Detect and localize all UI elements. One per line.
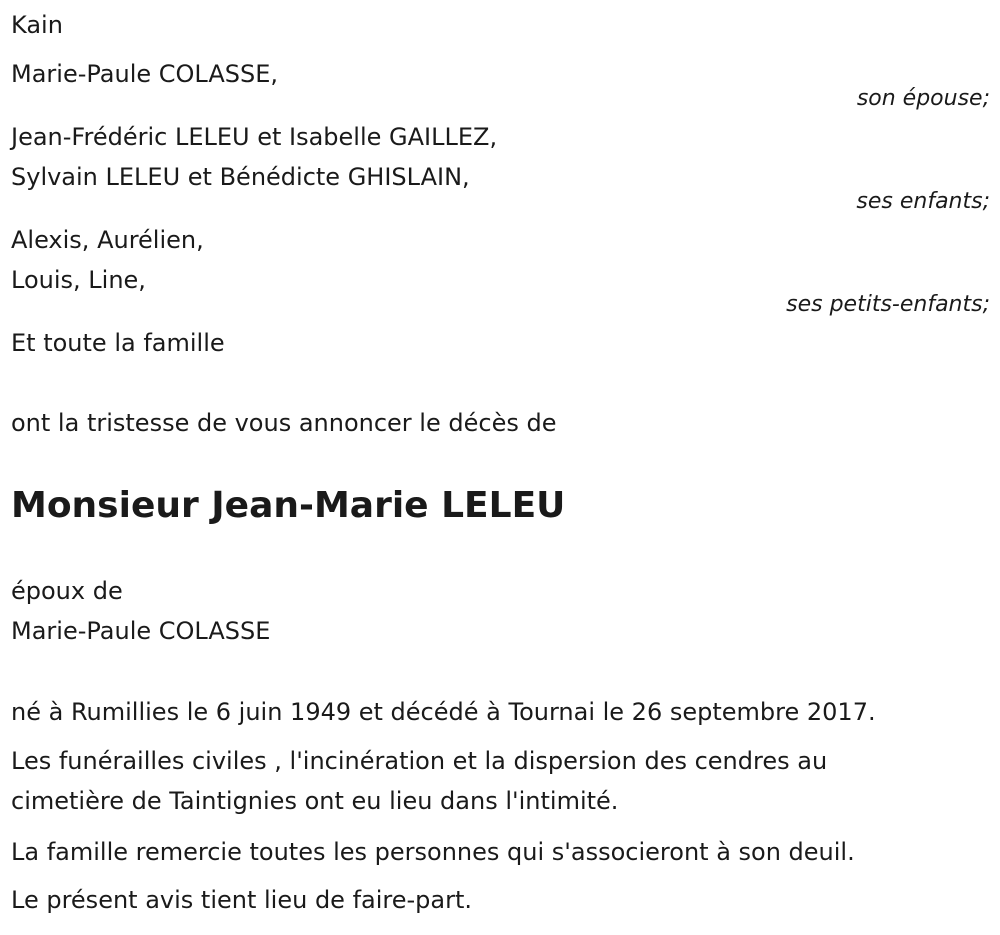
child-line-2: Sylvain LELEU et Bénédicte GHISLAIN, (11, 163, 470, 191)
thanks-text: La famille remercie toutes les personnes qui s'associeront à son deuil. (11, 838, 855, 866)
spouse-role: son épouse; (856, 86, 990, 111)
notice-text: Le présent avis tient lieu de faire-part. (11, 886, 473, 914)
grandchildren-role: ses petits-enfants; (786, 292, 990, 317)
family-line: Et toute la famille (11, 329, 225, 357)
child-line-1: Jean-Frédéric LELEU et Isabelle GAILLEZ, (11, 123, 498, 151)
spouse-of-label: époux de (11, 577, 123, 605)
location-text: Kain (11, 11, 63, 39)
spouse-name: Marie-Paule COLASSE, (11, 60, 278, 88)
birth-death-text: né à Rumillies le 6 juin 1949 et décédé à Tournai le 26 septembre 2017. (11, 698, 876, 726)
funeral-text-line-2: cimetière de Taintignies ont eu lieu dans l'intimité. (11, 787, 619, 815)
children-role: ses enfants; (856, 189, 990, 214)
funeral-text-line-1: Les funérailles civiles , l'incinération et la dispersion des cendres au (11, 747, 828, 775)
grandchild-line-1: Alexis, Aurélien, (11, 226, 204, 254)
deceased-name: Monsieur Jean-Marie LELEU (11, 485, 566, 526)
grandchild-line-2: Louis, Line, (11, 266, 146, 294)
announcement-text: ont la tristesse de vous annoncer le décès de (11, 409, 557, 437)
spouse-of-name: Marie-Paule COLASSE (11, 617, 271, 645)
